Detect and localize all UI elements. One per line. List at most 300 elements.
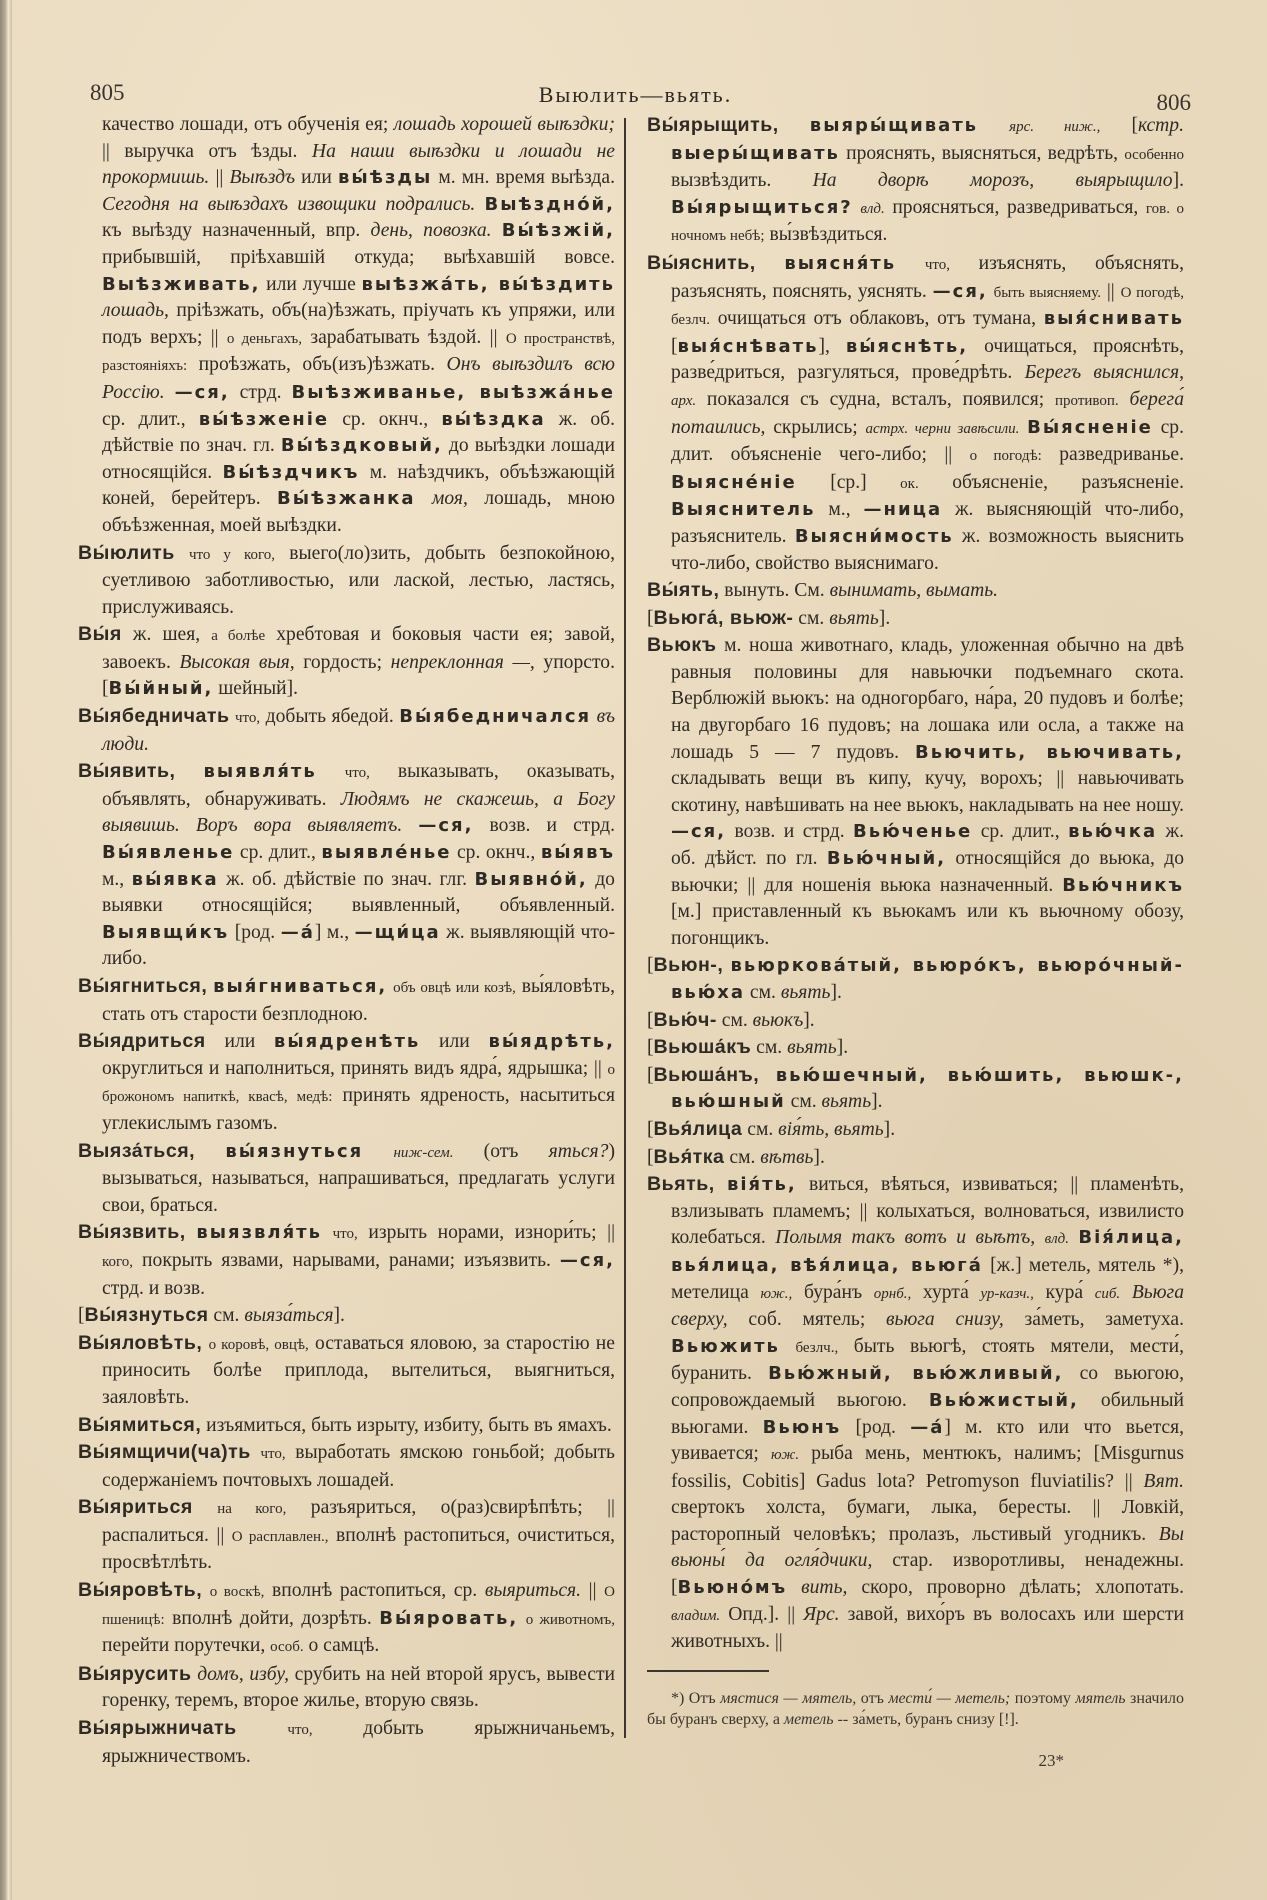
entry-text: яться?: [548, 1140, 609, 1162]
derived-form: выявле́нье: [321, 842, 452, 864]
derived-form: Вы́ябедничался: [399, 706, 592, 728]
dictionary-entry: [647, 1116, 1184, 1144]
headword: Вьюга́, вьюж-: [653, 606, 794, 629]
entry-text: кура́: [1033, 1281, 1095, 1303]
derived-form: вы́ядрѣть,: [488, 1031, 615, 1053]
entry-text: лошадь хорошей выѣздки;: [393, 114, 615, 135]
derived-form: вы́явъ: [540, 842, 615, 864]
derived-form: Вы́ярыщиться?: [671, 196, 853, 218]
entry-text: ок.: [900, 475, 919, 492]
dictionary-entry: [78, 1412, 615, 1440]
derived-form: Вы́ясненіе: [1027, 416, 1153, 438]
entry-text: что,: [260, 1446, 286, 1463]
entry-text: [195, 1141, 225, 1162]
headword: Вы́ягниться,: [78, 975, 208, 997]
dictionary-entry: [647, 1171, 1184, 1656]
entry-text: м. ноша животнаго, кладь, уложенная обычно на двѣ равныя половины для навьючки подъемнаго скота. Верблюжій вьюкъ: на одногорбаго, на́ра, 20 пудовъ и болѣе; на двугорбаго 16 пудовъ; на лошака или осла, а также на лошадь 5 — 7 пудовъ.: [671, 635, 1184, 763]
entry-text: до выѣздки лошади относящійся.: [102, 435, 615, 483]
dictionary-entry: [647, 1144, 1184, 1172]
entry-text: обильный вьюгами.: [671, 1389, 1185, 1438]
entry-text: принять ядреность, насытиться углекислымъ газомъ.: [102, 1085, 615, 1134]
entry-text: м. мн. время выѣзда.: [432, 167, 616, 189]
derived-form: Вы́явленье: [102, 842, 235, 864]
derived-form: вы́ѣздка: [441, 408, 546, 430]
entry-text: [: [647, 955, 654, 977]
entry-text: ].: [1172, 170, 1184, 192]
derived-form: Вьюно́мъ: [677, 1577, 788, 1599]
entry-text: пріѣзжать, объ(на)ѣзжать, пріучать къ упряжи, или подъ верхъ; ||: [102, 300, 615, 348]
entry-text: [193, 1497, 217, 1518]
entry-text: упорсто. [: [102, 651, 615, 700]
derived-form: Вы́ѣзжій,: [501, 220, 615, 242]
entry-text: ||: [209, 167, 230, 189]
entry-text: что,: [235, 710, 261, 727]
dictionary-entry: [78, 1577, 615, 1661]
entry-text: м.,: [815, 499, 864, 521]
derived-form: —а́: [280, 921, 315, 943]
entry-text: [род.: [229, 921, 281, 943]
entry-text: выяриться.: [484, 1580, 582, 1602]
entry-text: м.,: [102, 868, 132, 890]
entry-text: (отъ: [453, 1140, 549, 1162]
headword: Вы́ять,: [647, 579, 720, 602]
derived-form: вія́ть,: [726, 1174, 797, 1196]
entry-text: или: [205, 1031, 274, 1053]
derived-form: Выѣздно́й,: [484, 193, 616, 215]
column-divider: [624, 118, 626, 1738]
headword: Вьюн-,: [653, 954, 724, 977]
entry-text: показался съ судна, всталъ, появился;: [696, 388, 1056, 410]
derived-form: вы́ядренѣть: [273, 1031, 421, 1053]
dictionary-entry: [78, 703, 615, 758]
entry-text: см.: [716, 1009, 753, 1031]
entry-text: стрд. и возв.: [102, 1277, 205, 1299]
entry-text: Вы вьюны́ да огля́дчики,: [671, 1523, 1184, 1572]
entry-text: моя,: [431, 488, 468, 510]
derived-form: выявля́ть: [203, 761, 317, 783]
footnote: [647, 1688, 1184, 1730]
entry-text: быть выясняему.: [993, 284, 1101, 301]
entry-text: вполнѣ дойти, дозрѣть.: [164, 1607, 380, 1629]
derived-form: Вью́чникъ: [1062, 874, 1184, 896]
entry-text: лошадь,: [102, 300, 169, 322]
entry-text: ниж-сем.: [393, 1144, 454, 1161]
derived-form: Вія́лица, вья́лица, вѣя́лица, вьюга́: [671, 1227, 1184, 1276]
entry-text: добыть ярыжничаньемъ, ярыжничествомъ.: [102, 1718, 615, 1767]
entry-text: [317, 761, 345, 782]
entry-text: [1119, 389, 1130, 410]
headword: Вьюша́нъ,: [653, 1063, 760, 1086]
entry-text: кстр.: [1138, 115, 1184, 136]
entry-text: см.: [751, 1037, 788, 1059]
entry-text: [1019, 417, 1027, 438]
headword: Вы́язнуться: [84, 1304, 209, 1327]
entry-text: [1120, 1282, 1132, 1303]
entry-text: мятель: [1075, 1689, 1126, 1707]
entry-text: что у кого,: [188, 546, 276, 563]
derived-form: выѣзжа́ть, вы́ѣздить: [361, 273, 615, 295]
entry-text: прояснять, выясняться, ведрѣть,: [839, 142, 1125, 164]
derived-form: —щи́ца: [354, 921, 441, 943]
entry-text: ) вызываться, называться, напрашиваться, предлагать услуги свои, браться.: [102, 1140, 615, 1216]
running-head: Выюлить—вьять.: [538, 82, 733, 107]
entry-text: вьюкъ: [752, 1009, 804, 1031]
derived-form: —ся,: [671, 821, 727, 843]
entry-text: Полымя такъ вотъ и вьѣтъ,: [775, 1227, 1036, 1249]
derived-form: вы́язнуться: [225, 1140, 364, 1162]
derived-form: Выявно́й,: [474, 868, 588, 890]
entry-text: [м.] приставленный къ вьюкамъ или къ вьючному обозу, погонщикъ.: [671, 901, 1184, 949]
entry-text: ||: [1100, 280, 1121, 302]
entry-text: вынуть. См.: [719, 580, 830, 602]
entry-text: [ж.] метель, мятель *), метелица: [671, 1254, 1185, 1303]
entry-text: [: [647, 1146, 654, 1168]
entry-text: округлиться и наполниться, принять видъ ядра́, ядрышка; ||: [102, 1057, 608, 1079]
derived-form: вью́шечный, вью́шить, вьюшк-, вью́шный: [671, 1064, 1184, 1113]
entry-text: ср. окнч.,: [329, 408, 442, 430]
entry-text: поэтому: [1010, 1689, 1076, 1707]
entry-text: ж. шея,: [121, 624, 212, 646]
entry-text: непреклонная —,: [390, 651, 535, 673]
entry-text: [: [647, 1009, 654, 1031]
entry-text: а болѣе: [211, 628, 266, 645]
entry-text: мястися — мятель,: [720, 1689, 857, 1707]
derived-form: выя́гниваться,: [213, 976, 388, 997]
entry-text: выяза́ться: [244, 1305, 334, 1327]
entry-text: о самцѣ.: [303, 1635, 380, 1657]
entry-text: астрх. черни завѣсили.: [865, 420, 1020, 437]
entry-text: что,: [287, 1722, 313, 1739]
entry-text: рыба мень, ментюкъ, налимъ; [Misgurnus fossilis, Cobitis] Gadus lota? Petromyson fluviatilis? ||: [671, 1443, 1184, 1492]
entry-text: хурта́: [911, 1281, 981, 1303]
entry-text: [251, 1442, 261, 1463]
entry-text: складывать вещи въ кипу, кучу, ворохъ; || навьючивать скотину, навѣшивать на нее вьюкъ, накладывать на нее ношу.: [671, 768, 1184, 816]
right-column-wrap: [635, 112, 1184, 1774]
entry-text: ярс. ниж.,: [1009, 119, 1101, 135]
entry-text: влд.: [1044, 1231, 1069, 1248]
derived-form: Вы́йный,: [108, 678, 214, 700]
derived-form: Выѣзживать,: [102, 273, 261, 295]
entry-text: На наши выѣздки и лошади не прокормишь.: [102, 140, 615, 189]
entry-text: виться, вѣяться, извиваться; || пламенѣть, взлизывать пламемъ; || колыхаться, волноваться, извилисто колебаться.: [671, 1174, 1184, 1249]
entry-text: качество лошади, отъ обученія ея;: [102, 114, 394, 135]
entry-text: ] м. кто или что вьется, увивается;: [671, 1416, 1184, 1465]
headword: Вы́ярыщить,: [647, 114, 779, 136]
entry-text: [: [671, 335, 678, 357]
entry-text: проясняться, разведриваться,: [884, 196, 1146, 218]
entry-text: О расплавлен.,: [231, 1528, 329, 1545]
entry-text: за́меть, заметуха.: [1003, 1309, 1184, 1331]
entry-text: [416, 488, 432, 509]
entry-text: или: [420, 1031, 489, 1053]
entry-text: юж.: [771, 1447, 800, 1464]
dictionary-entry: [647, 952, 1184, 1006]
entry-text: Вят.: [1143, 1470, 1184, 1492]
entry-text: безлч.,: [795, 1339, 839, 1356]
entry-text: метель: [783, 1710, 834, 1728]
footnote-rule: [647, 1670, 769, 1672]
derived-form: Выяснитель: [671, 499, 816, 521]
dictionary-entry: [78, 1302, 615, 1330]
dictionary-entry: [78, 1439, 615, 1494]
signature-mark: 23*: [1038, 1750, 1064, 1770]
entry-text: гов. о ночномъ небѣ;: [671, 200, 1184, 245]
entry-text: вьять: [829, 607, 879, 629]
entry-text: отъ: [856, 1689, 889, 1707]
entry-text: Выѣздъ: [229, 167, 295, 189]
entry-text: [165, 382, 175, 403]
entry-text: Опд.]. ||: [720, 1603, 804, 1625]
derived-form: Выѣзживанье, выѣзжа́нье: [291, 381, 615, 403]
dictionary-entry: [78, 540, 615, 622]
entry-text: свертокъ холста, бумаги, лыка, бересты. || Ловкій, расторопный человѣкъ; пролазъ, льстивый угодникъ.: [671, 1497, 1184, 1545]
entry-text: выего(ло)зить, добыть безпокойною, суетливою заботливостью, или лаской, лестью, ластясь, прислуживаясь.: [102, 542, 615, 618]
derived-form: Выясни́мость: [794, 525, 954, 547]
dictionary-entry: [647, 632, 1184, 952]
entry-text: ].: [836, 1037, 849, 1059]
headword: Вью́ч-: [653, 1008, 717, 1031]
entry-text: ср. окнч.,: [451, 842, 541, 864]
entry-text: ср. длит.,: [234, 842, 322, 864]
dictionary-entry: [78, 973, 615, 1028]
entry-text: [: [78, 1305, 85, 1327]
entry-text: ].: [830, 982, 842, 1003]
entry-text: влд.: [860, 200, 885, 217]
dictionary-entry: [78, 1330, 615, 1412]
entry-text: перейти порутечки,: [102, 1635, 271, 1657]
entry-text: [780, 1336, 796, 1357]
derived-form: —ся,: [932, 280, 988, 302]
derived-form: вью́чка: [1068, 821, 1158, 843]
entry-text: объ овцѣ или козѣ,: [393, 980, 516, 996]
entry-text: [176, 761, 204, 782]
entry-text: см.: [208, 1305, 245, 1327]
derived-form: Выявщи́къ: [102, 921, 230, 943]
entry-text: о деньгахъ,: [226, 330, 302, 347]
entry-text: оставаться яловою, за старостію не приносить болѣе приплода, вытелиться, выягниться, заяловѣть.: [102, 1332, 615, 1408]
entry-text: см.: [742, 1118, 779, 1140]
entry-text: [475, 194, 484, 215]
entry-text: [402, 815, 418, 836]
dictionary-entry: [78, 1661, 615, 1715]
headword: Вьюкъ: [647, 634, 717, 657]
dictionary-entry: [647, 1007, 1184, 1035]
entry-text: Людямъ не скажешь, а Богу выявишь. Воръ вора выявляетъ.: [102, 788, 615, 837]
entry-text: -- за́меть, буранъ снизу [!].: [833, 1710, 1019, 1728]
entry-text: разведриванье.: [1041, 444, 1185, 466]
entry-text: [237, 1718, 288, 1739]
derived-form: выя́снивать: [1043, 308, 1184, 330]
entry-text: [363, 1141, 393, 1162]
dictionary-entry: [647, 577, 1184, 605]
entry-text: быть вьюгѣ, стоять мятели, мести́, буранить.: [671, 1335, 1184, 1385]
entry-text: возв. и стрд.: [726, 821, 854, 843]
entry-text: противоп.: [1055, 392, 1119, 409]
dictionary-entry: [78, 1138, 615, 1220]
entry-text: день, повозка.: [370, 220, 492, 242]
derived-form: Вьючить, вьючивать,: [914, 741, 1184, 763]
page-binding-edge: [0, 0, 12, 1900]
derived-form: —ница: [863, 499, 943, 521]
entry-text: ж. выявляющій что-либо.: [102, 921, 615, 970]
headword: Вы́ярусить: [78, 1662, 192, 1685]
entry-text: Онъ выѣздилъ всю Россію.: [102, 354, 616, 403]
entry-text: см.: [785, 1091, 822, 1113]
derived-form: выязвля́ть: [196, 1222, 322, 1244]
entry-text: О пшеницѣ:: [102, 1584, 615, 1628]
derived-form: Вью́жный, вью́жливый,: [768, 1363, 1064, 1385]
dictionary-entry: [78, 112, 615, 540]
entry-text: проѣзжать, объ(изъ)ѣзжать.: [187, 354, 447, 376]
entry-text: [492, 220, 502, 241]
headword: Вья́тка: [653, 1145, 725, 1168]
entry-text: ж. об. дѣйст. по гл.: [671, 821, 1184, 870]
entry-text: объясненіе, разъясненіе.: [918, 471, 1184, 493]
entry-text: кого,: [102, 1253, 134, 1270]
page-number-left: 805: [90, 80, 125, 105]
derived-form: Вы́ѣздчикъ: [222, 461, 360, 483]
headword: Выяза́ться,: [78, 1139, 196, 1162]
dictionary-entry: [647, 1034, 1184, 1062]
entry-text: [175, 543, 189, 564]
entry-text: вьять: [780, 982, 831, 1003]
entry-text: мести́ — метель;: [888, 1689, 1011, 1707]
entry-text: ур-казч.,: [980, 1285, 1034, 1302]
entry-text: изрыть норами, изнори́ть; ||: [357, 1222, 615, 1244]
headword: Вы́яснить,: [647, 251, 756, 274]
derived-form: выя́снѣвать: [677, 335, 819, 357]
entry-text: ].: [878, 607, 891, 629]
entry-text: выработать ямскою гоньбой; добыть содержаніемъ почтовыхъ лошадей.: [102, 1442, 615, 1491]
headword: Вы́явить,: [78, 760, 176, 783]
entry-text: вьюга снизу,: [886, 1309, 1004, 1331]
entry-text: скрылись;: [765, 416, 866, 438]
derived-form: —ся,: [174, 381, 230, 403]
entry-text: домъ, избу,: [197, 1663, 290, 1685]
headword: Вы́ярыжничать: [78, 1717, 237, 1740]
entry-text: лошадь, мною объѣзженная, моей выѣздки.: [102, 488, 615, 536]
entry-text: Сегодня на выѣздахъ извощики подрались.: [102, 193, 476, 215]
entry-text: м. наѣздчикъ, объѣзжающій коней, берейтеръ.: [102, 461, 615, 510]
entry-text: вьять: [787, 1037, 837, 1059]
headword: Вьять,: [647, 1173, 715, 1196]
entry-text: ||: [581, 1580, 605, 1602]
entry-text: вьять: [821, 1091, 872, 1113]
entry-text: сиб.: [1094, 1285, 1121, 1302]
entry-text: бура́нъ: [792, 1281, 874, 1303]
entry-text: значило бы буранъ сверху, а: [647, 1689, 1184, 1728]
entry-text: стар. изворотливы, ненадежны. [: [671, 1550, 1184, 1599]
entry-text: изъямиться, быть изрыту, избиту, быть въ ямахъ.: [201, 1414, 612, 1436]
headword: Вы́ямиться,: [78, 1413, 202, 1436]
entry-text: ] м.,: [314, 921, 355, 943]
dictionary-entry: [78, 758, 615, 973]
entry-text: [: [647, 607, 654, 629]
entry-text: ].: [813, 1146, 825, 1168]
headword: Вы́юлить: [78, 541, 175, 564]
entry-text: юж.,: [760, 1285, 793, 1302]
entry-text: срубить на ней второй ярусъ, вывести горенку, теремъ, второе жилье, вторую связь.: [102, 1663, 615, 1712]
entry-text: прибывшій, пріѣхавшій откуда; выѣхавшій вовсе.: [102, 246, 615, 268]
entry-text: см.: [745, 982, 781, 1003]
derived-form: Вы́яровать,: [379, 1607, 519, 1629]
entry-text: завой, вихо́ръ въ волосахъ или шерсти животныхъ. ||: [671, 1603, 1184, 1653]
derived-form: Вы́ѣздковый,: [280, 435, 443, 457]
entry-text: на кого,: [217, 1501, 287, 1518]
entry-text: [715, 1174, 727, 1195]
entry-text: [787, 1577, 801, 1598]
entry-text: зарабатывать ѣздой. ||: [302, 326, 506, 348]
entry-text: или: [295, 167, 339, 189]
entry-text: до выявки относящійся; выявленный, объявленный.: [102, 868, 615, 917]
headword: Вы́я: [78, 623, 122, 646]
entry-text: [322, 1222, 333, 1243]
entry-text: [: [647, 1118, 654, 1140]
derived-form: выяры́щивать: [809, 115, 979, 136]
entry-text: Вьюга сверху,: [671, 1281, 1184, 1331]
derived-form: —а́: [910, 1416, 945, 1438]
dictionary-page: [78, 60, 1193, 1860]
headword: Вы́язвить,: [78, 1221, 186, 1244]
dictionary-entry: [647, 250, 1184, 577]
dictionary-entry: [78, 1715, 615, 1770]
entry-text: вызвѣздить.: [671, 170, 813, 192]
entry-text: владим.: [671, 1607, 721, 1624]
entry-text: особ.: [270, 1639, 304, 1656]
entry-text: [202, 1580, 210, 1601]
derived-form: выясня́ть: [784, 252, 897, 274]
entry-text: О погодѣ, безлч.: [671, 284, 1185, 329]
entry-text: что,: [332, 1226, 358, 1243]
derived-form: —ся,: [418, 815, 474, 837]
entry-text: ср. длит.,: [972, 821, 1069, 843]
derived-form: Вью́чный,: [826, 848, 947, 870]
headword: Вья́лица: [653, 1117, 743, 1140]
entry-text: ].: [871, 1091, 883, 1113]
two-column-body: [78, 112, 1193, 1774]
entry-text: вить,: [801, 1577, 848, 1599]
entry-text: къ выѣзду назначенный, впр.: [102, 220, 371, 242]
entry-text: ].: [883, 1118, 896, 1140]
entry-text: ж. об. дѣйствіе по знач. гл.: [102, 408, 615, 457]
entry-text: что,: [924, 256, 950, 273]
derived-form: —ся,: [559, 1249, 615, 1271]
headword: Вы́яриться: [78, 1496, 193, 1519]
derived-form: Вьюнъ: [762, 1416, 842, 1438]
headword: Вы́ямщичи(ча)ть: [78, 1441, 251, 1464]
entry-text: Ярс.: [803, 1603, 840, 1625]
entry-text: [1035, 1227, 1044, 1248]
entry-text: [1069, 1227, 1078, 1248]
entry-text: Высокая выя,: [179, 651, 295, 673]
entry-text: изъяснять, объяснять, разъяснять, пояснять, уяснять.: [671, 252, 1184, 302]
entry-text: скоро, проворно дѣлать; хлопотать.: [847, 1577, 1184, 1599]
entry-text: въ люди.: [102, 706, 615, 755]
entry-text: ж. об. дѣйствіе по знач. глг.: [218, 868, 475, 890]
entry-text: соб. мятель;: [727, 1309, 887, 1331]
derived-form: вы́яснѣть,: [845, 335, 969, 357]
entry-text: шейный].: [213, 678, 299, 700]
entry-text: [: [647, 1037, 654, 1059]
derived-form: вы́явка: [131, 868, 219, 890]
dictionary-entry: [647, 1062, 1184, 1116]
entry-text: выказывать, оказывать, объявлять, обнаруживать.: [102, 761, 615, 810]
dictionary-entry: [78, 1028, 615, 1137]
entry-text: ].: [333, 1305, 345, 1327]
entry-text: со вьюгою, сопровождаемый вьюгою.: [671, 1363, 1185, 1411]
entry-text: покрыть язвами, нарывами, ранами; изъязвить.: [133, 1249, 560, 1271]
entry-text: о коровѣ, овцѣ,: [208, 1336, 309, 1353]
